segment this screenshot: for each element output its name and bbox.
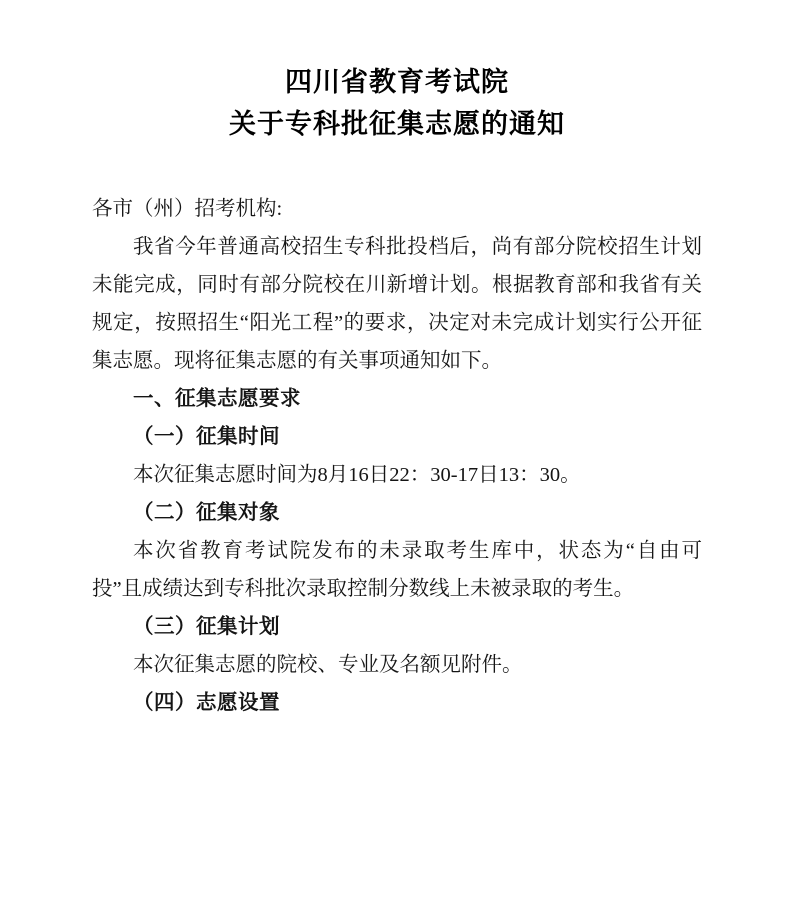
document-body (92, 190, 702, 722)
subsection-body-1: 本次征集志愿时间为8月16日22：30-17日13：30。 (133, 464, 581, 486)
subsection-body-2: 本次省教育考试院发布的未录取考生库中，状态为“自由可投”且成绩达到专科批次录取控制分数线上未被录取的考生。 (92, 540, 702, 600)
title-line-1: 四川省教育考试院 (285, 67, 509, 97)
section-heading-1: 一、征集志愿要求 (133, 388, 301, 410)
page-title (92, 62, 702, 144)
subsection-heading-3: （三）征集计划 (133, 616, 280, 638)
subsection-heading-2: （二）征集对象 (133, 502, 280, 524)
paragraph-intro: 我省今年普通高校招生专科批投档后，尚有部分院校招生计划未能完成，同时有部分院校在川新增计划。根据教育部和我省有关规定，按照招生“阳光工程”的要求，决定对未完成计划实行公开征集志愿。现将征集志愿的有关事项通知如下。 (92, 236, 702, 372)
subsection-body-3: 本次征集志愿的院校、专业及名额见附件。 (133, 654, 523, 676)
subsection-heading-1: （一）征集时间 (133, 426, 280, 448)
subsection-heading-4: （四）志愿设置 (133, 692, 280, 714)
title-line-2: 关于专科批征集志愿的通知 (229, 109, 565, 139)
salutation: 各市（州）招考机构: (92, 198, 283, 220)
